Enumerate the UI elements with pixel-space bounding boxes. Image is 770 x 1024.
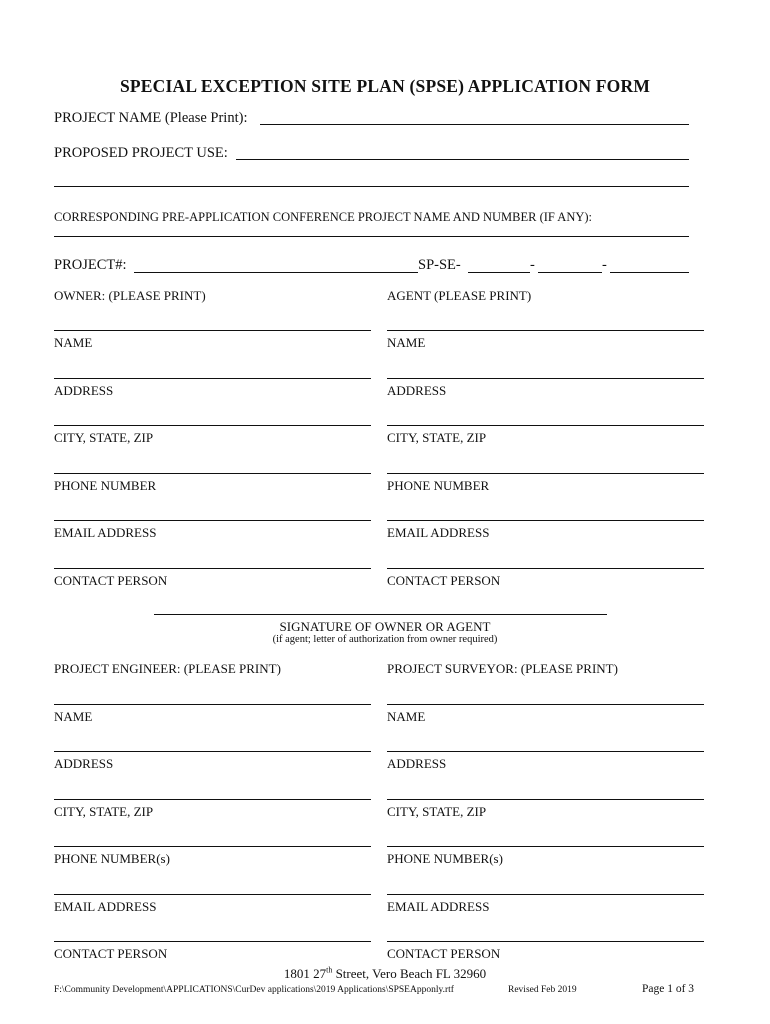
agent-address-label: ADDRESS [387, 383, 447, 398]
signature-field[interactable] [154, 614, 607, 615]
surveyor-heading: PROJECT SURVEYOR: (PLEASE PRINT) [387, 661, 618, 676]
engineer-phone-label: PHONE NUMBER(s) [54, 851, 170, 866]
sp-se-field-2[interactable] [538, 272, 602, 273]
surveyor-name-label: NAME [387, 709, 426, 724]
footer-file-path: F:\Community Development\APPLICATIONS\CurDev applications\2019 Applications\SPSEApponly.rtf [54, 985, 454, 995]
surveyor-phone-label: PHONE NUMBER(s) [387, 851, 503, 866]
project-number-field[interactable] [134, 272, 418, 273]
engineer-email-field[interactable] [54, 894, 371, 895]
owner-heading: OWNER: (PLEASE PRINT) [54, 288, 206, 303]
surveyor-email-field[interactable] [387, 894, 704, 895]
engineer-contact-label: CONTACT PERSON [54, 946, 168, 961]
agent-heading: AGENT (PLEASE PRINT) [387, 288, 532, 303]
agent-city-field[interactable] [387, 425, 704, 426]
proposed-use-label: PROPOSED PROJECT USE: [54, 145, 228, 161]
footer-address [0, 966, 770, 982]
footer-address-suffix: th [326, 965, 333, 975]
owner-email-label: EMAIL ADDRESS [54, 525, 157, 540]
surveyor-address-label: ADDRESS [387, 756, 447, 771]
owner-contact-label: CONTACT PERSON [54, 573, 168, 588]
surveyor-contact-label: CONTACT PERSON [387, 946, 501, 961]
owner-name-label: NAME [54, 335, 93, 350]
sp-se-field-3[interactable] [610, 272, 689, 273]
signature-label: SIGNATURE OF OWNER OR AGENT [279, 619, 491, 634]
footer-address-rest: Street, Vero Beach FL 32960 [332, 966, 487, 981]
engineer-address-label: ADDRESS [54, 756, 114, 771]
form-title: SPECIAL EXCEPTION SITE PLAN (SPSE) APPLICATION FORM [119, 76, 651, 96]
preapp-label: CORRESPONDING PRE-APPLICATION CONFERENCE PROJECT NAME AND NUMBER (IF ANY): [54, 210, 593, 224]
engineer-heading: PROJECT ENGINEER: (PLEASE PRINT) [54, 661, 281, 676]
sp-se-dash-1: - [530, 257, 535, 273]
agent-phone-field[interactable] [387, 473, 704, 474]
sp-se-dash-2: - [602, 257, 607, 273]
owner-email-field[interactable] [54, 520, 371, 521]
owner-phone-field[interactable] [54, 473, 371, 474]
project-number-label: PROJECT#: [54, 257, 127, 273]
engineer-name-label: NAME [54, 709, 93, 724]
agent-email-label: EMAIL ADDRESS [387, 525, 490, 540]
agent-email-field[interactable] [387, 520, 704, 521]
agent-name-field[interactable] [387, 330, 704, 331]
owner-contact-field[interactable] [54, 568, 371, 569]
owner-city-field[interactable] [54, 425, 371, 426]
agent-contact-field[interactable] [387, 568, 704, 569]
surveyor-address-field[interactable] [387, 751, 704, 752]
surveyor-city-field[interactable] [387, 799, 704, 800]
project-name-field[interactable] [260, 124, 689, 125]
owner-name-field[interactable] [54, 330, 371, 331]
sp-se-prefix: SP-SE- [418, 257, 461, 273]
agent-name-label: NAME [387, 335, 426, 350]
sp-se-field-1[interactable] [468, 272, 530, 273]
proposed-use-field[interactable] [236, 159, 689, 160]
agent-city-label: CITY, STATE, ZIP [387, 430, 487, 445]
owner-city-label: CITY, STATE, ZIP [54, 430, 154, 445]
proposed-use-field-line2[interactable] [54, 186, 689, 187]
agent-address-field[interactable] [387, 378, 704, 379]
engineer-city-field[interactable] [54, 799, 371, 800]
owner-address-field[interactable] [54, 378, 371, 379]
agent-contact-label: CONTACT PERSON [387, 573, 501, 588]
engineer-name-field[interactable] [54, 704, 371, 705]
owner-phone-label: PHONE NUMBER [54, 478, 157, 493]
engineer-contact-field[interactable] [54, 941, 371, 942]
engineer-city-label: CITY, STATE, ZIP [54, 804, 154, 819]
footer-revised: Revised Feb 2019 [508, 985, 577, 995]
engineer-email-label: EMAIL ADDRESS [54, 899, 157, 914]
engineer-phone-field[interactable] [54, 846, 371, 847]
engineer-address-field[interactable] [54, 751, 371, 752]
agent-phone-label: PHONE NUMBER [387, 478, 490, 493]
footer-page-number: Page 1 of 3 [642, 983, 695, 995]
signature-note: (if agent; letter of authorization from owner required) [272, 634, 498, 645]
owner-address-label: ADDRESS [54, 383, 114, 398]
surveyor-city-label: CITY, STATE, ZIP [387, 804, 487, 819]
footer-address-number: 1801 27 [283, 966, 327, 981]
surveyor-name-field[interactable] [387, 704, 704, 705]
preapp-field[interactable] [54, 236, 689, 237]
surveyor-email-label: EMAIL ADDRESS [387, 899, 490, 914]
project-name-label: PROJECT NAME (Please Print): [54, 110, 248, 126]
surveyor-phone-field[interactable] [387, 846, 704, 847]
surveyor-contact-field[interactable] [387, 941, 704, 942]
